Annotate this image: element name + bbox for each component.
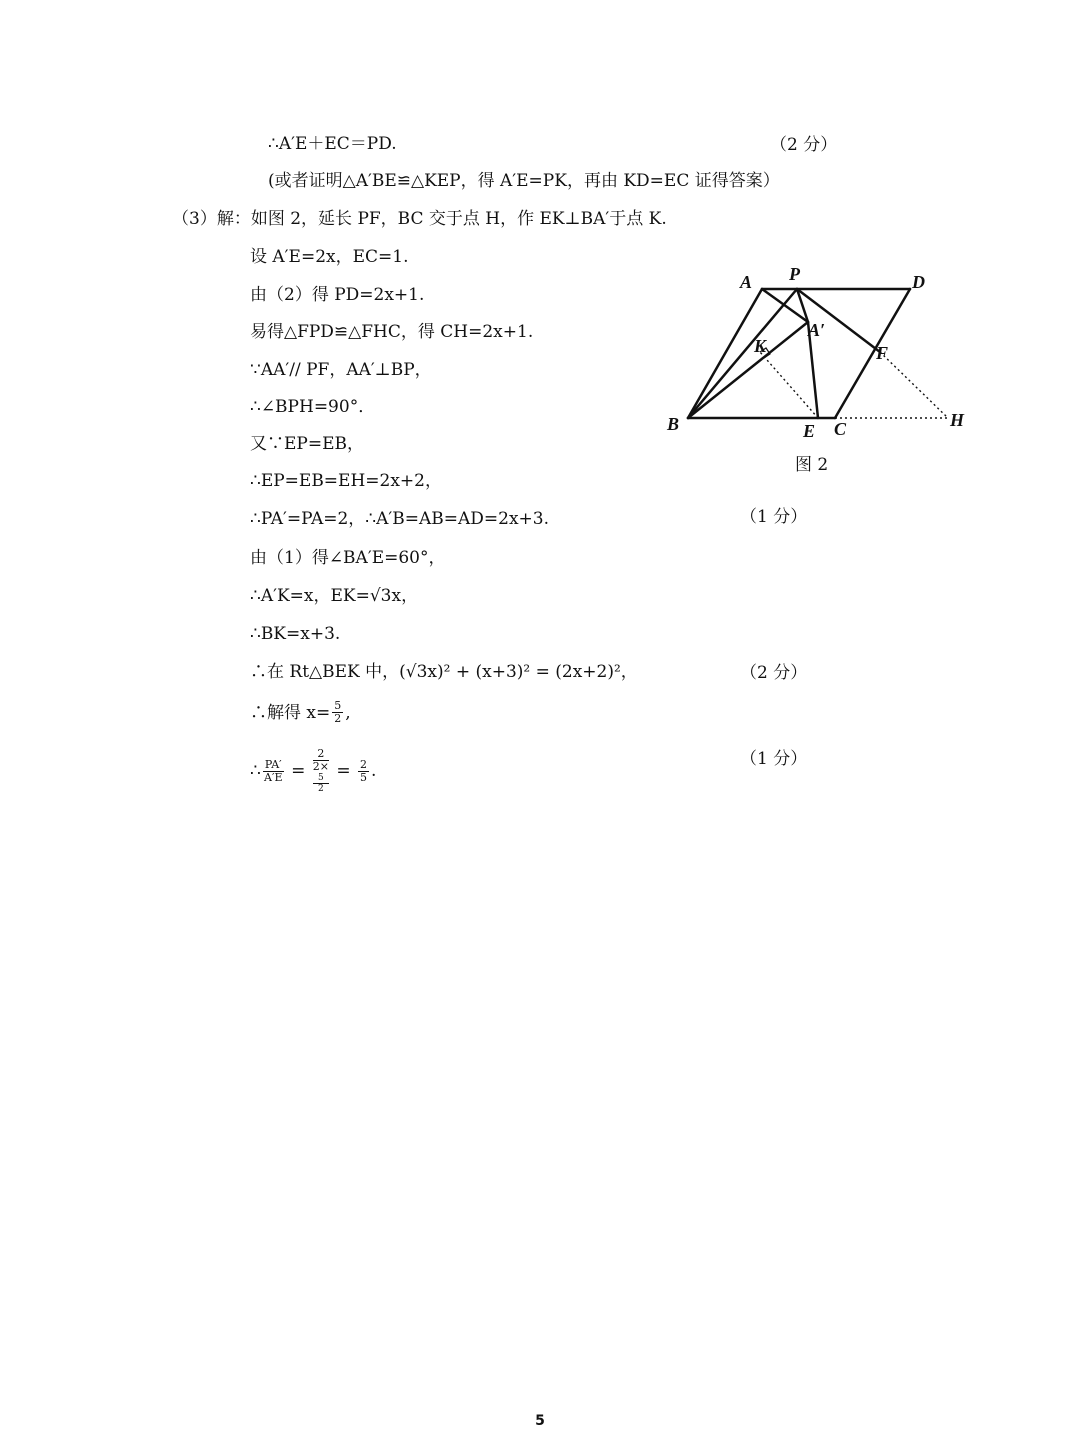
final-f2-den-pre: 2× xyxy=(312,760,329,773)
label-F: F xyxy=(876,343,889,363)
page-number: 5 xyxy=(535,1413,545,1429)
label-A1: A′ xyxy=(808,320,826,340)
final-prefix: ∴ xyxy=(250,761,261,781)
final-f2-den-num: 5 xyxy=(313,773,329,784)
final-f1-num: PA′ xyxy=(264,757,282,771)
score-1: （2 分） xyxy=(770,135,838,155)
label-C: C xyxy=(834,419,847,439)
final-fraction-2 xyxy=(313,748,329,794)
text-line-6: 易得△FPD≌△FHC，得 CH=2x+1. xyxy=(250,322,534,342)
text-line-15: ∴在 Rt△BEK 中，(√3x)² + (x+3)² = (2x+2)²， xyxy=(250,662,638,682)
score-2: （1 分） xyxy=(740,507,808,527)
label-E: E xyxy=(803,421,816,441)
text-line-7: ∵AA′// PF，AA′⊥BP， xyxy=(250,360,432,380)
text-line-2: (或者证明△A′BE≌△KEP，得 A′E=PK，再由 KD=EC 证得答案） xyxy=(268,171,780,191)
solve-frac-den: 2 xyxy=(334,712,342,725)
score-4: （1 分） xyxy=(740,749,808,769)
text-line-8: ∴∠BPH=90°． xyxy=(250,397,376,417)
solve-text: ∴解得 x= xyxy=(250,702,331,723)
text-line-5: 由（2）得 PD=2x+1. xyxy=(250,285,425,305)
final-eq2: = xyxy=(336,761,351,781)
final-fraction-3 xyxy=(358,759,369,784)
final-eq1: = xyxy=(291,761,306,781)
final-f3-den: 5 xyxy=(360,770,368,784)
final-f2-den-frac xyxy=(313,773,329,794)
label-H: H xyxy=(950,410,965,430)
text-line-12: 由（1）得∠BA′E=60°， xyxy=(250,548,446,568)
text-line-11: ∴PA′=PA=2，∴A′B=AB=AD=2x+3. xyxy=(250,509,550,529)
segment-AB xyxy=(688,289,762,418)
geometry-figure xyxy=(660,262,980,482)
final-f2-num: 2 xyxy=(313,748,329,761)
figure-caption: 图 2 xyxy=(795,455,829,475)
text-line-final xyxy=(250,748,376,794)
label-B: B xyxy=(667,414,680,434)
final-f2-den xyxy=(313,761,329,794)
label-D: D xyxy=(912,272,925,292)
text-line-1: ∴A′E＋EC＝PD. xyxy=(268,134,397,154)
text-line-3: （3）解：如图 2，延长 PF，BC 交于点 H，作 EK⊥BA′于点 K. xyxy=(172,209,667,229)
final-f1-den: A′E xyxy=(264,770,283,784)
solve-frac-num: 5 xyxy=(334,699,342,712)
label-K: K xyxy=(754,336,767,356)
final-f3-num: 2 xyxy=(360,757,368,771)
label-A: A xyxy=(740,272,753,292)
solve-tail: , xyxy=(345,702,351,723)
text-line-10: ∴EP=EB=EH=2x+2， xyxy=(250,471,442,491)
text-line-4: 设 A′E=2x，EC=1. xyxy=(250,247,409,267)
final-f2-den-den: 2 xyxy=(317,784,324,794)
dotted-EK xyxy=(760,352,818,418)
text-line-13: ∴A′K=x，EK=√3x， xyxy=(250,586,419,606)
final-fraction-1 xyxy=(263,759,284,784)
score-3: （2 分） xyxy=(740,663,808,683)
segment-AA1 xyxy=(762,289,808,322)
text-line-14: ∴BK=x+3. xyxy=(250,624,341,644)
dotted-FH xyxy=(880,352,948,418)
text-line-16 xyxy=(250,700,351,725)
text-line-9: 又∵EP=EB， xyxy=(250,434,364,454)
segment-DC xyxy=(835,289,910,418)
label-P: P xyxy=(789,264,800,284)
segment-BP xyxy=(688,289,797,418)
final-end: . xyxy=(371,761,377,781)
segment-BA1 xyxy=(688,322,808,418)
solve-fraction xyxy=(332,700,343,725)
